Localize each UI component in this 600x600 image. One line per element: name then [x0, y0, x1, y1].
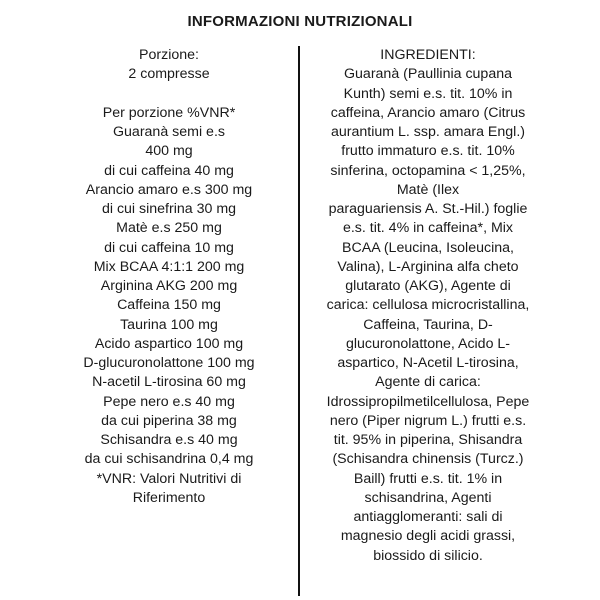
nutrition-line: 2 compresse — [128, 66, 210, 83]
column-divider — [298, 46, 300, 596]
nutrition-line: Acido aspartico 100 mg — [94, 335, 244, 352]
ingredient-line: glucuronolattone, Acido L- — [345, 335, 511, 352]
ingredient-line: nero (Piper nigrum L.) frutti e.s. — [329, 412, 527, 429]
nutrition-line: di cui sinefrina 30 mg — [101, 201, 237, 217]
page-title: INFORMAZIONI NUTRIZIONALI — [187, 13, 413, 30]
nutrition-line: da cui piperina 38 mg — [101, 412, 237, 429]
ingredient-line: Idrossipropilmetilcellulosa, Pepe — [326, 393, 530, 410]
nutrition-line: Matè e.s 250 mg — [116, 220, 222, 237]
nutrition-line: 400 mg — [145, 143, 193, 160]
nutrition-line: Arginina AKG 200 mg — [100, 278, 238, 294]
ingredient-line: Caffeina, Taurina, D- — [363, 316, 493, 333]
blank-line — [46, 85, 292, 104]
ingredient-line: e.s. tit. 4% in caffeina*, Mix — [342, 220, 514, 237]
ingredients-column — [304, 46, 552, 566]
ingredient-line: magnesio degli acidi grassi, — [340, 528, 516, 545]
ingredient-line: BCAA (Leucina, Isoleucina, — [342, 239, 514, 256]
ingredient-line: antiagglomeranti: sali di — [353, 509, 503, 525]
ingredient-line: paraguariensis A. St.-Hil.) foglie — [328, 201, 528, 217]
nutrition-line: di cui caffeina 40 mg — [104, 162, 234, 179]
nutrition-line: Guaranà semi e.s — [113, 124, 225, 140]
ingredient-line: carica: cellulosa microcristallina, — [326, 297, 530, 314]
nutrition-line: Porzione: — [139, 47, 199, 63]
nutrition-line: da cui schisandrina 0,4 mg — [84, 451, 254, 468]
ingredient-line: Matè (Ilex — [396, 181, 460, 198]
nutrition-line: Arancio amaro e.s 300 mg — [85, 181, 253, 198]
nutrition-line: Riferimento — [132, 489, 206, 506]
ingredient-line: Guaranà (Paullinia cupana — [344, 66, 512, 83]
nutrition-line: Caffeina 150 mg — [117, 297, 221, 314]
ingredient-line: schisandrina, Agenti — [364, 489, 492, 506]
ingredient-line: Agente di carica: — [375, 374, 481, 391]
ingredient-line: aurantium L. ssp. amara Engl.) — [331, 124, 525, 140]
ingredient-line: biossido di silicio. — [373, 547, 483, 564]
ingredient-line: Baill) frutti e.s. tit. 1% in — [353, 470, 503, 487]
ingredient-line: INGREDIENTI: — [380, 47, 476, 63]
ingredient-line: Valina), L-Arginina alfa cheto — [337, 258, 519, 275]
nutrition-line: Taurina 100 mg — [120, 316, 218, 333]
ingredient-line: glutarato (AKG), Agente di — [345, 278, 511, 294]
nutrition-line: Pepe nero e.s 40 mg — [103, 393, 235, 410]
ingredient-line: tit. 95% in piperina, Shisandra — [333, 432, 523, 448]
ingredient-line: caffeina, Arancio amaro (Citrus — [330, 104, 526, 121]
nutrition-facts-column — [46, 46, 292, 508]
nutrition-line: di cui caffeina 10 mg — [104, 239, 234, 256]
nutrition-line: Mix BCAA 4:1:1 200 mg — [93, 258, 245, 275]
nutrition-line: N-acetil L-tirosina 60 mg — [92, 374, 246, 391]
ingredient-line: aspartico, N-Acetil L-tirosina, — [337, 355, 519, 371]
nutrition-line: Per porzione %VNR* — [102, 104, 236, 121]
ingredient-line: sinferina, octopamina < 1,25%, — [330, 162, 526, 179]
nutrition-line: *VNR: Valori Nutritivi di — [96, 470, 242, 487]
nutrition-line: Schisandra e.s 40 mg — [100, 432, 238, 448]
ingredient-line: frutto immaturo e.s. tit. 10% — [341, 143, 515, 160]
ingredient-line: (Schisandra chinensis (Turcz.) — [332, 451, 524, 468]
ingredient-line: Kunth) semi e.s. tit. 10% in — [343, 85, 513, 102]
nutrition-line: D-glucuronolattone 100 mg — [83, 355, 255, 371]
